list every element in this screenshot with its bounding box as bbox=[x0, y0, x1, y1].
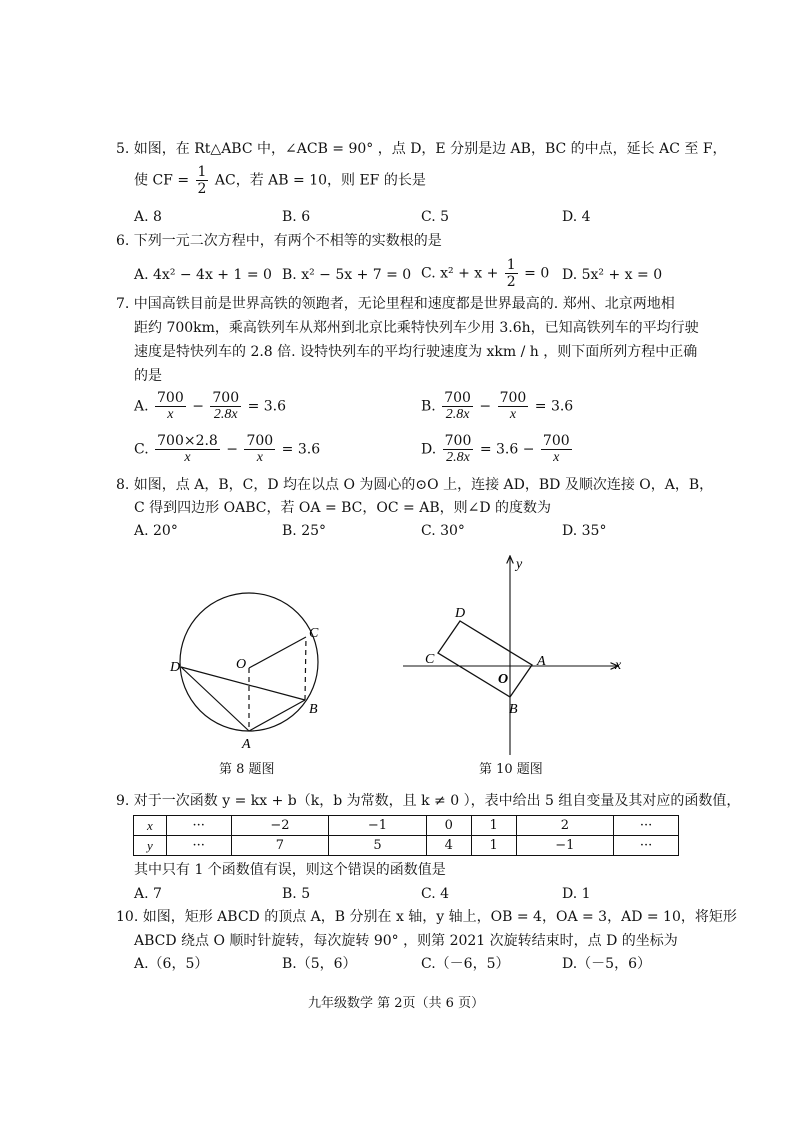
table-cell: y bbox=[134, 836, 167, 856]
q10-option-c: C.（－6，5） bbox=[421, 956, 510, 972]
q7-c-label: C. bbox=[134, 441, 149, 458]
q8-option-d: D. 35° bbox=[562, 523, 607, 539]
q7-a-f1d: x bbox=[167, 407, 174, 423]
q7-line1: 7. 中国高铁目前是世界高铁的领跑者，无论里程和速度都是世界最高的. 郑州、北京两地相 bbox=[116, 296, 675, 312]
q7-d-f2n: 700 bbox=[542, 433, 570, 449]
q6-c-post: = 0 bbox=[524, 265, 550, 282]
q7-d-label: D. bbox=[421, 441, 437, 458]
q7-a-frac1 bbox=[155, 390, 186, 423]
q8-line1: 8. 如图，点 A，B，C，D 均在以点 O 为圆心的⊙O 上，连接 AD，BD 及顺次连接 O，A，B， bbox=[116, 477, 714, 493]
q7-c-f1d: x bbox=[184, 450, 191, 466]
q8-option-b: B. 25° bbox=[282, 523, 327, 539]
fig10-rectangle-abcd bbox=[438, 621, 532, 697]
fig10-label-a: A bbox=[537, 654, 546, 669]
fig10-label-o: O bbox=[498, 672, 509, 687]
q5-line2-post: AC，若 AB = 10，则 EF 的长是 bbox=[214, 172, 426, 189]
q7-line3: 速度是特快列车的 2.8 倍. 设特快列车的平均行驶速度为 xkm / h ，则下面所列方程中正确 bbox=[134, 344, 698, 360]
table-cell: 7 bbox=[231, 836, 329, 856]
q7-a-tail: = 3.6 bbox=[247, 398, 287, 415]
q5-line2-pre: 使 CF = bbox=[134, 172, 190, 189]
fig8-label-o: O bbox=[236, 657, 247, 672]
figure-10-axes bbox=[398, 550, 630, 760]
q7-a-minus: − bbox=[192, 398, 204, 415]
q6-c-den: 2 bbox=[506, 274, 516, 291]
table-cell: ··· bbox=[614, 816, 679, 836]
q7-b-f2n: 700 bbox=[499, 390, 527, 406]
q9-value-table bbox=[133, 815, 679, 856]
q6-option-c bbox=[421, 257, 549, 290]
fig8-segment-bc bbox=[305, 637, 306, 700]
q10-line2: ABCD 绕点 O 顺时针旋转，每次旋转 90° ，则第 2021 次旋转结束时，点 D 的坐标为 bbox=[134, 933, 678, 949]
q9-after: 其中只有 1 个函数值有误，则这个错误的函数值是 bbox=[134, 862, 446, 878]
q7-a-f2n: 700 bbox=[212, 390, 240, 406]
fig10-label-d: D bbox=[455, 606, 466, 621]
q6-c-num: 1 bbox=[506, 257, 516, 273]
table-cell: 5 bbox=[329, 836, 427, 856]
fig8-circle bbox=[180, 593, 318, 731]
fig10-caption: 第 10 题图 bbox=[479, 762, 543, 777]
q7-b-label: B. bbox=[421, 398, 436, 415]
q7-a-label: A. bbox=[134, 398, 149, 415]
q7-d-frac1 bbox=[443, 433, 474, 466]
table-cell: 0 bbox=[426, 816, 471, 836]
q8-option-a: A. 20° bbox=[134, 523, 178, 539]
q6-option-d: D. 5x² + x = 0 bbox=[562, 267, 663, 283]
q5-option-b: B. 6 bbox=[282, 209, 311, 225]
q9-option-a: A. 7 bbox=[134, 886, 162, 902]
q10-line1: 10. 如图，矩形 ABCD 的顶点 A，B 分别在 x 轴，y 轴上，OB = 4，OA = 3，AD = 10，将矩形 bbox=[116, 909, 737, 925]
fig8-caption: 第 8 题图 bbox=[219, 762, 275, 777]
fig10-label-b: B bbox=[509, 702, 518, 717]
fig10-label-c: C bbox=[425, 652, 435, 667]
q5-option-d: D. 4 bbox=[562, 209, 591, 225]
table-cell: −2 bbox=[231, 816, 329, 836]
q7-b-frac2 bbox=[498, 390, 529, 423]
q7-b-tail: = 3.6 bbox=[534, 398, 574, 415]
q7-option-d bbox=[421, 433, 574, 466]
fig8-label-a: A bbox=[242, 737, 251, 752]
q7-option-b bbox=[421, 390, 573, 423]
q7-c-minus: − bbox=[226, 441, 239, 458]
q7-a-frac2 bbox=[210, 390, 241, 423]
q10-option-b: B.（5，6） bbox=[282, 956, 357, 972]
fig8-label-c: C bbox=[309, 626, 319, 641]
table-cell: 1 bbox=[471, 836, 516, 856]
q6-option-b: B. x² − 5x + 7 = 0 bbox=[282, 267, 412, 283]
q7-c-frac1 bbox=[155, 433, 220, 466]
q7-option-c bbox=[134, 433, 320, 466]
figure-8-circle bbox=[160, 590, 350, 765]
table-cell: ··· bbox=[614, 836, 679, 856]
q7-line4: 的是 bbox=[134, 368, 162, 384]
fig8-segment-ab bbox=[249, 700, 305, 731]
q5-option-c: C. 5 bbox=[421, 209, 450, 225]
q7-a-f1n: 700 bbox=[157, 390, 184, 406]
q6-option-a: A. 4x² − 4x + 1 = 0 bbox=[134, 267, 272, 283]
table-cell: ··· bbox=[166, 836, 231, 856]
q9-stem: 9. 对于一次函数 y = kx + b（k，b 为常数，且 k ≠ 0 ），表中给出 5 组自变量及其对应的函数值， bbox=[116, 793, 741, 809]
q7-b-f1n: 700 bbox=[444, 390, 471, 406]
q10-option-d: D.（－5，6） bbox=[562, 956, 651, 972]
q9-option-d: D. 1 bbox=[562, 886, 591, 902]
q5-fraction bbox=[196, 164, 209, 197]
q9-option-c: C. 4 bbox=[421, 886, 450, 902]
fig8-segment-co bbox=[249, 637, 306, 668]
q5-frac-den: 2 bbox=[197, 181, 207, 198]
table-cell: 2 bbox=[516, 816, 614, 836]
q7-c-tail: = 3.6 bbox=[281, 441, 321, 458]
q7-line2: 距约 700km，乘高铁列车从郑州到北京比乘特快列车少用 3.6h，已知高铁列车的平均行驶 bbox=[134, 320, 699, 336]
q7-c-f1n: 700×2.8 bbox=[157, 433, 218, 449]
q6-stem: 6. 下列一元二次方程中，有两个不相等的实数根的是 bbox=[116, 233, 442, 249]
table-cell: 4 bbox=[426, 836, 471, 856]
q7-c-f2n: 700 bbox=[246, 433, 274, 449]
q7-d-f1d: 2.8x bbox=[446, 450, 470, 466]
fig8-label-b: B bbox=[309, 702, 318, 717]
q5-frac-num: 1 bbox=[197, 164, 207, 180]
q8-option-c: C. 30° bbox=[421, 523, 465, 539]
q7-b-minus: − bbox=[479, 398, 492, 415]
table-cell: −1 bbox=[516, 836, 614, 856]
q7-d-f1n: 700 bbox=[444, 433, 472, 449]
q7-c-frac2 bbox=[244, 433, 275, 466]
q7-option-a bbox=[134, 390, 286, 423]
q7-b-f1d: 2.8x bbox=[445, 407, 470, 423]
page-footer: 九年级数学 第 2页（共 6 页） bbox=[308, 996, 485, 1011]
fig10-label-x: x bbox=[615, 658, 622, 673]
q5-line1: 5. 如图，在 Rt△ABC 中，∠ACB = 90° ，点 D，E 分别是边 AB，BC 的中点，延长 AC 至 F， bbox=[116, 141, 727, 157]
q8-line2: C 得到四边形 OABC，若 OA = BC，OC = AB，则∠D 的度数为 bbox=[134, 500, 552, 516]
q7-a-f2d: 2.8x bbox=[213, 407, 238, 423]
q7-d-mid: = 3.6 − bbox=[479, 441, 535, 458]
fig8-label-d: D bbox=[170, 660, 181, 675]
q7-b-f2d: x bbox=[509, 407, 517, 423]
fig10-label-y: y bbox=[516, 557, 523, 572]
table-cell: ··· bbox=[166, 816, 231, 836]
q7-d-f2d: x bbox=[553, 450, 560, 466]
q5-option-a: A. 8 bbox=[134, 209, 162, 225]
table-cell: −1 bbox=[329, 816, 427, 836]
q7-d-frac2 bbox=[541, 433, 572, 466]
table-row-y bbox=[134, 836, 679, 856]
table-row-x bbox=[134, 816, 679, 836]
q7-c-f2d: x bbox=[256, 450, 263, 466]
q7-b-frac1 bbox=[442, 390, 473, 423]
table-cell: x bbox=[134, 816, 167, 836]
q6-c-pre: C. x² + x + bbox=[421, 265, 499, 282]
q6-c-fraction bbox=[505, 257, 518, 290]
q9-option-b: B. 5 bbox=[282, 886, 311, 902]
table-cell: 1 bbox=[471, 816, 516, 836]
q5-line2 bbox=[134, 164, 426, 197]
q10-option-a: A.（6，5） bbox=[134, 956, 209, 972]
